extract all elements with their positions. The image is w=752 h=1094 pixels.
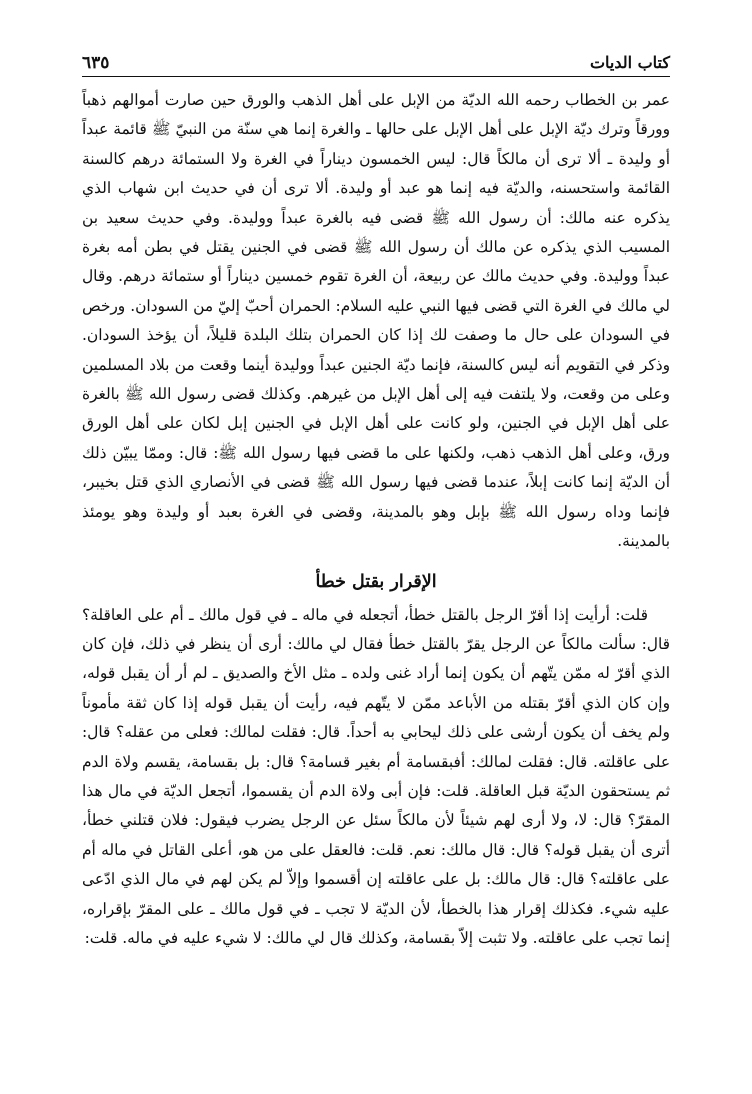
page-header [82,44,670,74]
header-rule [82,76,670,77]
section-heading: الإقرار بقتل خطأ [315,571,437,592]
page-body [82,86,670,953]
paragraph-confession-accidental-killing: قلت: أرأيت إذا أقرّ الرجل بالقتل خطأ، أتجعله في ماله ـ في قول مالك ـ أم على العاقلة؟ قال: سألت مالكاً عن الرجل يقرّ بالقتل خطأ فقال لي مالك: أرى أن ينظر في ذلك، فإن كان الذي أقرّ له ممّن يتّهم أن يكون إنما أراد غنى ولده ـ مثل الأخ والصديق ـ لم أر أن يقبل قوله، وإن كان الذي أقرّ بقتله من الأباعد ممّن لا يتّهم فيه، رأيت أن يقبل قوله إذا كان ثقة مأموناً ولم يخف أن يكون أرشى على ذلك ليحابي به أحداً. قال: فقلت لمالك: فعلى من عقله؟ قال: على عاقلته. قال: فقلت لمالك: أفبقسامة أم بغير قسامة؟ قال: بل بقسامة، يقسم ولاة الدم ثم يستحقون الديّة قبل العاقلة. قلت: فإن أبى ولاة الدم أن يقسموا، أتجعل الديّة في مال هذا المقرّ؟ قال: لا، ولا أرى لهم شيئاً لأن مالكاً سئل عن الرجل يضرب فيقول: فلان قتلني خطأ، أترى أن يقبل قوله؟ قال: قال مالك: نعم. قلت: فالعقل على من هو، أعلى القاتل في ماله أم على عاقلته؟ قال: قال مالك: بل على عاقلته إن أقسموا وإلاّ لم يكن لهم في مال الذي ادّعى عليه شيء. فكذلك إقرار هذا بالخطأ، لأن الديّة لا تجب ـ في قول مالك ـ على المقرّ بإقراره، إنما تجب على عاقلته. ولا تثبت إلاّ بقسامة، وكذلك قال لي مالك: لا شيء عليه في ماله. قلت: [82,605,670,947]
page-number: ٦٣٥ [82,53,110,73]
running-title: كتاب الديات [589,53,670,72]
paragraph-diya-gold-silver: عمر بن الخطاب رحمه الله الديّة من الإبل على أهل الذهب والورق حين صارت أموالهم ذهباً وورقاً وترك ديّة الإبل على أهل الإبل على حالها ـ والغرة إنما هي سنّة من النبيّ ﷺ قائمة عبداً أو وليدة ـ ألا ترى أن مالكاً قال: ليس الخمسون ديناراً في الغرة ولا الستمائة درهم كالسنة القائمة واستحسنه، والديّة فيه إنما هو عبد أو وليدة. ألا ترى أن في حديث ابن شهاب الذي يذكره عنه مالك: أن رسول الله ﷺ قضى فيه بالغرة عبداً ووليدة. وفي حديث سعيد بن المسيب الذي يذكره عن مالك أن رسول الله ﷺ قضى في الجنين يقتل في بطن أمه بغرة عبداً ووليدة. وفي حديث مالك عن ربيعة، أن الغرة تقوم خمسين ديناراً أو ستمائة درهم. وقال لي مالك في الغرة التي قضى فيها النبي عليه السلام: الحمران أحبّ إليّ من السودان. ورخص في السودان على حال ما وصفت لك إذا كان الحمران بتلك البلدة قليلاً، أن يؤخذ السودان. وذكر في التقويم أنه ليس كالسنة، فإنما ديّة الجنين عبداً ووليدة أينما وقعت من بلاد المسلمين وعلى من وقعت، ولا يلتفت فيه إلى أهل الإبل من غيرهم. وكذلك قضى رسول الله ﷺ بالغرة على أهل الإبل في الجنين، ولو كانت على أهل الإبل في الجنين إبل لكان على أهل الورق ورق، وعلى أهل الذهب ذهب، ولكنها على ما قضى فيها رسول الله ﷺ: قال: وممّا يبيّن ذلك أن الديّة إنما كانت إبلاً، عندما قضى فيها رسول الله ﷺ قضى في الأنصاري الذي قتل بخيبر، فإنما وداه رسول الله ﷺ بإبل وهو بالمدينة، وقضى في الغرة بعبد أو وليدة وهو يومئذ بالمدينة. [82,91,670,551]
